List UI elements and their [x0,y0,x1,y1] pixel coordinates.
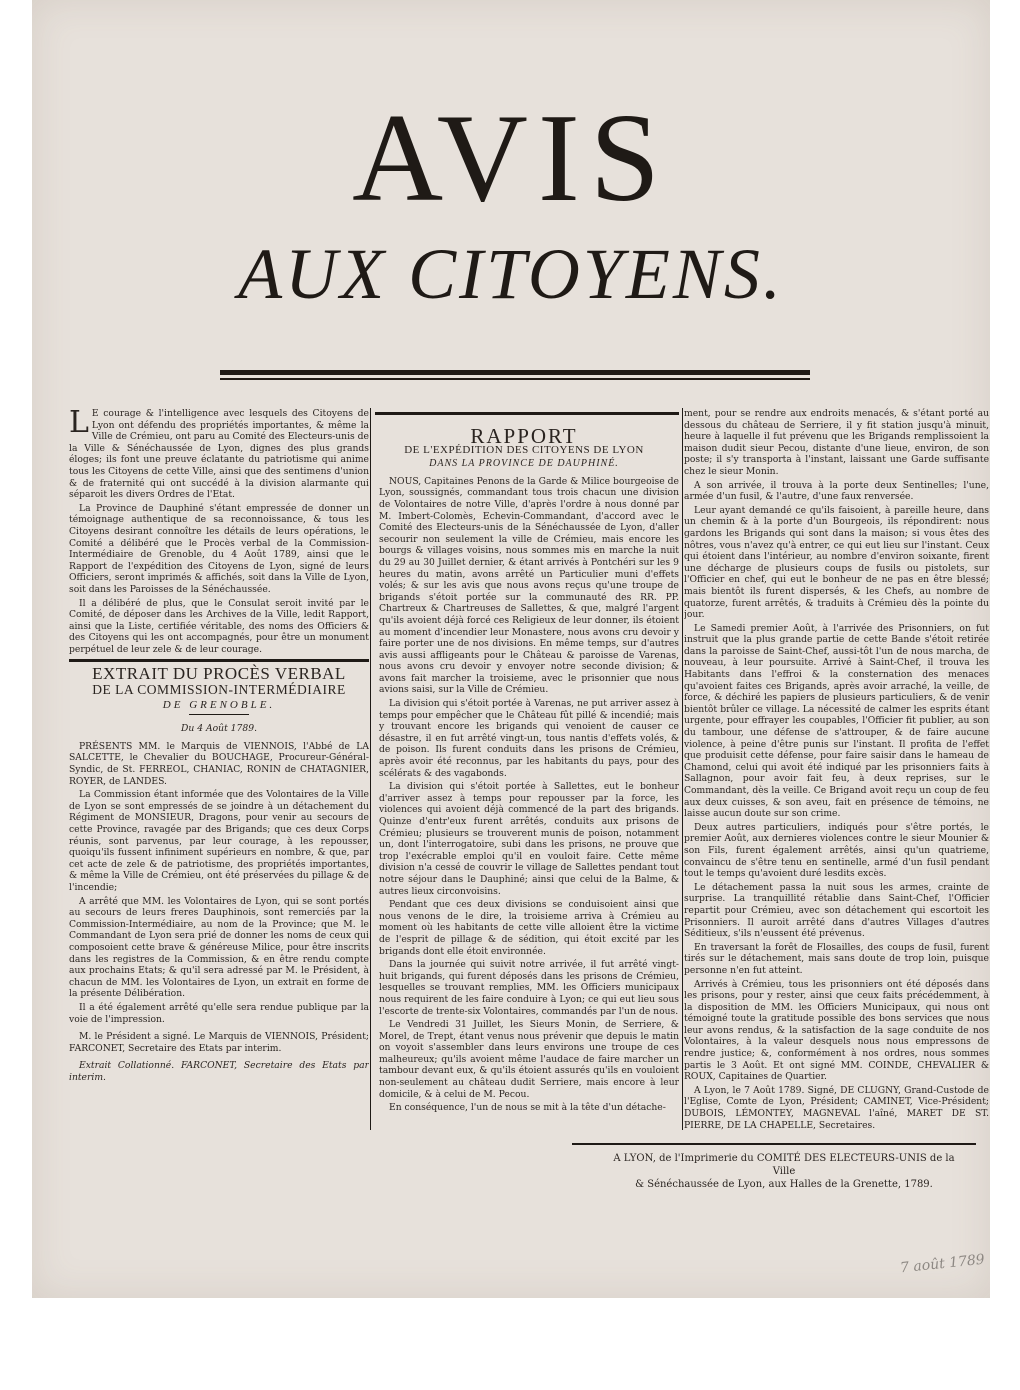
title-aux-citoyens: AUX CITOYENS. [238,234,784,314]
paragraph: La Province de Dauphiné s'étant empressée de donner un témoignage authentique de sa reconnoissance, & tous les Citoyens desirant connoître les détails de leurs opérations, le Comité a délibéré que le Procès verbal de la Commission-Intermédiaire de Grenoble, du 4 Août 1789, ainsi que le Rapport de l'expédition des Citoyens de Lyon, signé de leurs Officiers, seront imprimés & affichés, soit dans la Ville de Lyon, soit dans les Paroisses de la Sénéchaussée. [69,502,369,595]
paragraph: La division qui s'étoit portée à Sallettes, eut le bonheur d'arriver assez à temps pour repousser par la force, les violences qui avoient déjà commencé de la part des brigands. Quinze d'entr'eux furent arrêtés, conduits aux prisons de Crémieu; plusieurs se trouverent munis de poison, notamment un, dont l'interrogatoire, subi dans les prisons, ne prouve que trop l'exécrable emploi qu'il en vouloit faire. Cette même division n'a cessé de couvrir le village de Sallettes pendant tout notre séjour dans le Dauphiné; ainsi que celui de la Balme, & autres lieux circonvoisins. [379,781,679,897]
intro-paragraph [69,408,369,501]
heading-grenoble: DE GRENOBLE. [162,698,276,711]
paragraph: Dans la journée qui suivit notre arrivée, il fut arrêté vingt-huit brigands, qui furent déposés dans les prisons de Crémieu, lesquelles se trouvant remplies, MM. les Officiers municipaux nous requirent de les faire conduire à Lyon; ce qui eut lieu sous l'escorte de trente-six Volontaires, commandés par l'un de nous. [379,959,679,1017]
paragraph: La division qui s'étoit portée à Varenas, ne put arriver assez à temps pour empêcher que le Château fût pillé & incendié; mais y trouvant encore les brigands qui venoient de causer ce désastre, il en fut arrêté vingt-un, tous nantis d'effets volés, & de poison. Ils furent conduits dans les prisons de Crémieu, après avoir été reconnus, par les habitants du pays, pour des scélérats & des vagabonds. [379,698,679,779]
paragraph: Extrait Collationné. FARCONET, Secretaire des Etats par interim. [69,1060,369,1083]
dateline: Du 4 Août 1789. [181,723,257,735]
paragraph: A Lyon, le 7 Août 1789. Signé, DE CLUGNY, Grand-Custode de l'Eglise, Comte de Lyon, Président; CAMINET, Vice-Président; DUBOIS, LÉMONTEY, MAGNEVAL l'aîné, MARET DE ST. PIERRE, DE LA CHAPELLE, Secretaires. [684,1084,989,1131]
heading-underline [189,714,249,715]
title-rule-thick [220,370,810,375]
heading-extrait: EXTRAIT DU PROCÈS VERBAL [92,664,346,684]
title-rule-thin [220,378,810,380]
heading-expedition: DE L'EXPÉDITION DES CITOYENS DE LYON [404,443,644,456]
paragraph: NOUS, Capitaines Penons de la Garde & Milice bourgeoise de Lyon, soussignés, commandant tous trois chacun une division de Volontaires de notre Ville, d'après l'ordre à nous donné par M. Imbert-Colomès, Echevin-Commandant, d'accord avec le Comité des Electeurs-unis de la Sénéchaussée de Lyon, d'aller secourir non seulement la ville de Crémieu, mais encore les bourgs & villages voisins, nous sommes mis en marche la nuit du 29 au 30 Juillet dernier, & étant arrivés à Pontchéri sur les 9 heures du matin, avons arrêté un Particulier muni d'effets volés; & sur les avis que nous avons reçus qu'une troupe de brigands s'étoit portée sur la communauté des RR. PP. Chartreux & Chartreuses de Sallettes, & que, malgré l'argent qu'ils avoient déjà forcé ces Religieux de leur donner, ils étoient au moment d'incendier leur Monastere, nous avons cru devoir y faire porter une de nos divisions. En même temps, sur d'autres avis aussi affligeants pour le Château & paroisse de Varenas, nous avons cru devoir y envoyer notre seconde division; & avons fait marcher la troisieme, avec le prisonnier que nous avions saisi, sur la Ville de Crémieu. [379,475,679,696]
paragraph: Leur ayant demandé ce qu'ils faisoient, à pareille heure, dans un chemin & à la porte d'un Bourgeois, ils répondirent: nous gardons les Brigands qui sont dans la maison; si vous êtes des nôtres, vous n'avez qu'à entrer, ce qui eut lieu sur l'instant. Ceux qui étoient dans l'intérieur, au nombre d'environ soixante, firent une décharge de plusieurs coups de fusils ou pistolets, sur l'Officier en chef, qui eut le bonheur de ne pas en être blessé; mais bientôt ils furent dispersés, & les Chefs, au nombre de quatorze, furent arrêtés, & traduits à Crémieu dès la pointe du jour. [684,504,989,621]
paragraph: Le Samedi premier Août, à l'arrivée des Prisonniers, on fut instruit que la plus grande partie de cette Bande s'étoit retirée dans la paroisse de Saint-Chef, aussi-tôt l'un de nous marcha, de nouveau, à leur poursuite. Arrivé à Saint-Chef, il trouva les Habitants dans l'effroi & la consternation des menaces qu'avoient faites ces Brigands, après avoir arraché, la veille, de force, & déchiré les papiers de plusieurs particuliers, & de venir bientôt brûler ce village. La nécessité de calmer les esprits étant urgente, pour effrayer les coupables, l'Officier fit publier, au son du tambour, une défense de s'attrouper, & de faire aucune violence, à peine d'être punis sur l'instant. Il profita de l'effet que produisit cette défense, pour faire saisir dans le hameau de Chamond, celui qui avoit été indiqué par les prisonniers faits à Sallagnon, pour avoir fait feu, à deux reprises, sur le Commandant, dès la veille. Ce Brigand avoit reçu un coup de feu aux deux cuisses, & son aveu, fait en présence de témoins, ne laisse aucun doute sur son crime. [684,622,989,820]
column-left [69,408,369,1138]
paragraph: La Commission étant informée que des Volontaires de la Ville de Lyon se sont empressés de se joindre à un détachement du Régiment de MONSIEUR, Dragons, pour venir au secours de cette Province, ravagée par des Brigands; que ces deux Corps réunis, sont parvenus, par leur courage, à les repousser, quoiqu'ils fussent infiniment supérieurs en nombre, & que, par cet acte de zele & de patriotisme, des propriétés importantes, & même la Ville de Crémieu, ont été préservées du pillage & de l'incendie; [69,789,369,893]
intro-text: E courage & l'intelligence avec lesquels des Citoyens de Lyon ont défendu des propriétés importantes, & même la Ville de Crémieu, ont paru au Comité des Electeurs-unis de la Ville & Sénéchaussée de Lyon, dignes des plus grands éloges; ils font une preuve éclatante du patriotisme qui anime tous les Citoyens de cette Ville, ainsi que des sentimens d'union & de fraternité qui ont succédé à la division alarmante qui séparoit les divers Ordres de l'Etat. [69,408,369,501]
imprint-line-2: & Sénéchaussée de Lyon, aux Halles de la Grenette, 1789. [635,1179,933,1190]
paragraph: PRÉSENTS MM. le Marquis de VIENNOIS, l'Abbé de LA SALCETTE, le Chevalier du BOUCHAGE, Procureur-Général-Syndic, de St. FERREOL, CHANIAC, RONIN de CHATAGNIER, ROYER, de LANDES. [69,740,369,787]
heading-rapport: RAPPORT [470,424,578,448]
pencil-annotation: 7 août 1789 [899,1251,986,1277]
section-rule [69,659,369,662]
paragraph: En conséquence, l'un de nous se mit à la tête d'un détache- [389,1102,666,1114]
section-rule [375,412,679,415]
heading-commission: DE LA COMMISSION-INTERMÉDIAIRE [92,682,346,698]
column-middle [369,408,679,1134]
paragraph: Il a été également arrêté qu'elle sera rendue publique par la voie de l'impression. [69,1001,369,1025]
paragraph: Deux autres particuliers, indiqués pour s'être portés, le premier Août, aux dernieres violences contre le sieur Mounier & son Fils, furent également arrêtés, ainsi qu'un quatrieme, convaincu de s'être tenu en sentinelle, armé d'un fusil pendant tout le temps qu'avoient duré lesdits excès. [684,821,989,880]
paragraph: Arrivés à Crémieu, tous les prisonniers ont été déposés dans les prisons, pour y rester, ainsi que ceux faits précédemment, à la disposition de MM. les Officiers Municipaux, qui nous ont témoigné toute la gratitude possible des bons services que nous leur avons rendus, & la satisfaction de la sage conduite de nos Volontaires, à la valeur desquels nous nous empressons de rendre justice; &, conformément à nos ordres, nous sommes partis le 3 Août. Et ont signé MM. COINDE, CHEVALIER & ROUX, Capitaines de Quartier. [684,978,989,1083]
paragraph: A son arrivée, il trouva à la porte deux Sentinelles; l'une, armée d'un fusil, & l'autre, d'une faux renversée. [684,479,989,503]
title-avis: AVIS [352,89,670,228]
paragraph: Pendant que ces deux divisions se conduisoient ainsi que nous venons de le dire, la troisieme arriva à Crémieu au moment où les habitants de cette ville alloient être la victime de l'esprit de pillage & de sédition, qui étoit excité par les brigands dont elle étoit environnée. [379,899,679,957]
imprint-rule [572,1143,976,1145]
paragraph: Il a délibéré de plus, que le Consulat seroit invité par le Comité, de déposer dans les Archives de la Ville, ledit Rapport, ainsi que la Liste, certifiée véritable, des noms des Officiers & des Citoyens qui les ont accompagnés, pour être un monument perpétuel de leur zele & de leur courage. [69,597,369,655]
paragraph: Le Vendredi 31 Juillet, les Sieurs Monin, de Serriere, & Morel, de Trept, étant venus nous prévenir que depuis le matin on voyoit s'assembler dans leurs environs une troupe de ces malheureux; qu'ils avoient même l'audace de faire marcher un tambour devant eux, & qu'ils étoient assurés qu'ils en vouloient non-seulement au château dudit Serriere, mais encore à leur domicile, & à celui de M. Pecou. [379,1019,679,1100]
paragraph: A arrêté que MM. les Volontaires de Lyon, qui se sont portés au secours de leurs freres Dauphinois, sont remerciés par la Commission-Intermédiaire, au nom de la Province; que M. le Commandant de Lyon sera prié de donner les noms de ceux qui composoient cette brave & généreuse Milice, pour être inscrits dans les registres de la Commission, & en être rendu compte aux prochains Etats; & qu'il sera adressé par M. le Président, à chacun de MM. les Volontaires de Lyon, un extrait en forme de la présente Délibération. [69,895,369,1000]
paragraph: En traversant la forêt de Flosailles, des coups de fusil, furent tirés sur le détachement, mais sans doute de trop loin, puisque personne n'en fut atteint. [684,941,989,976]
column-right [684,408,989,1134]
heading-province: DANS LA PROVINCE DE DAUPHINÉ. [429,458,619,470]
dropcap: L [69,408,89,440]
column-divider-2 [682,408,683,1130]
poster-sheet [32,0,990,1298]
paragraph: Le détachement passa la nuit sous les armes, crainte de surprise. La tranquillité rétablie dans Saint-Chef, l'Officier repartit pour Crémieu, avec son détachement qui escortoit les Prisonniers. Il auroit arrêté dans d'autres Villages d'autres Séditieux, s'ils n'eussent été prévenus. [684,881,989,940]
paragraph: ment, pour se rendre aux endroits menacés, & s'étant porté au dessous du château de Serriere, il y fit station jusqu'à minuit, heure à laquelle il fut prévenu que les Brigands remplissoient la maison dudit sieur Pecou, distante d'une lieue, environ, de son poste; il s'y transporta à l'instant, laissant une Garde suffisante chez le sieur Monin. [684,408,989,477]
imprint [604,1152,964,1191]
imprint-line-1: A LYON, de l'Imprimerie du COMITÉ DES ELECTEURS-UNIS de la Ville [613,1153,955,1177]
paragraph: M. le Président a signé. Le Marquis de VIENNOIS, Président; FARCONET, Secretaire des Etats par interim. [69,1031,369,1054]
